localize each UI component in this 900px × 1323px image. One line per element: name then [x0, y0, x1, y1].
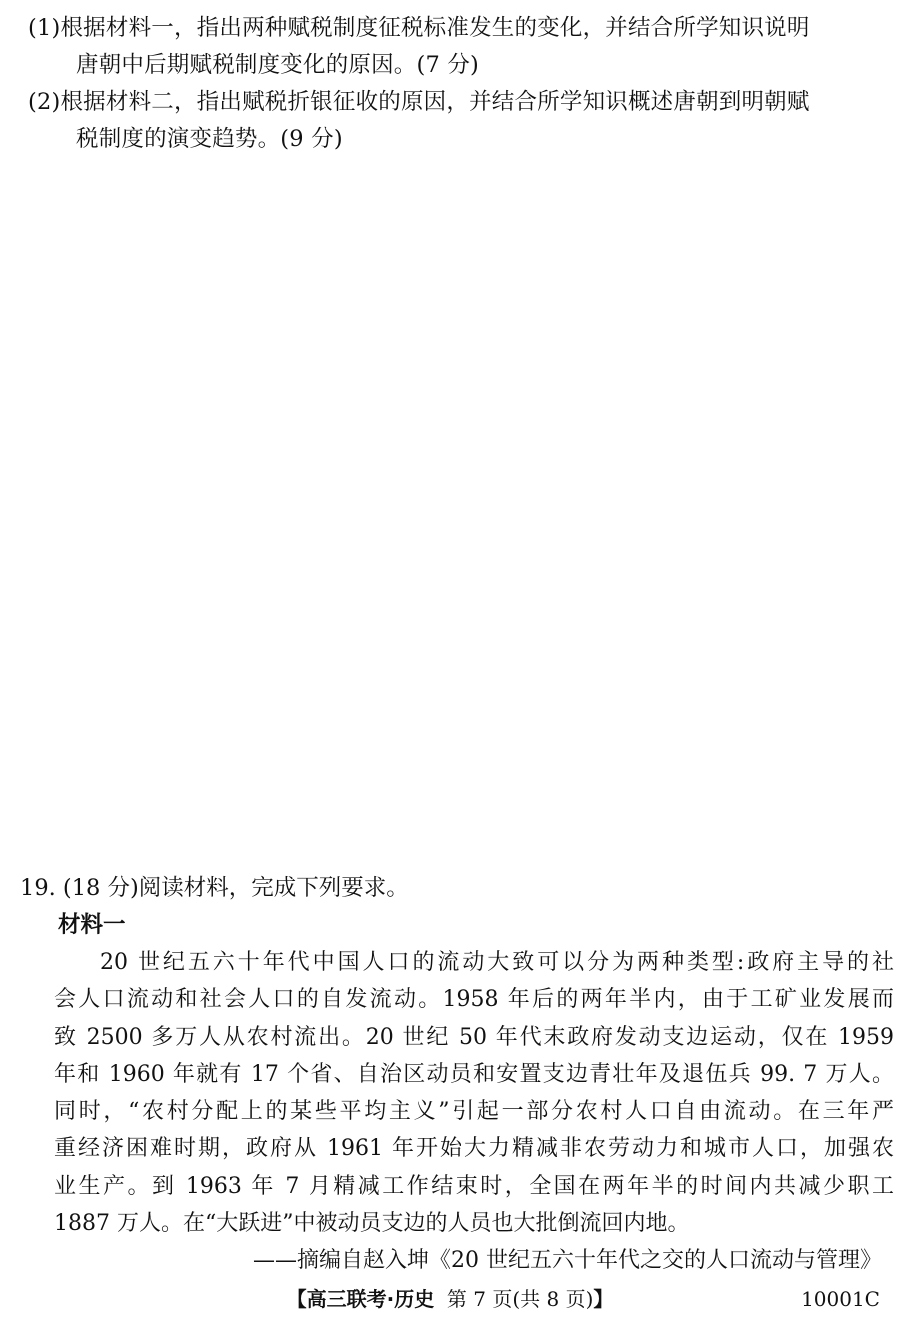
material-source: ——摘编自赵入坤《20 世纪五六十年代之交的人口流动与管理》 [253, 1248, 882, 1274]
question-18-part-2-line-2: 税制度的演变趋势。(9 分) [76, 126, 343, 152]
footer-page-info: 第 7 页(共 8 页) [446, 1287, 594, 1311]
material-line: 会人口流动和社会人口的自发流动。1958 年后的两年半内，由于工矿业发展而 [54, 987, 894, 1013]
question-18-part-2 [28, 84, 878, 158]
material-passage [20, 944, 894, 1242]
material-line: 同时，“农村分配上的某些平均主义”引起一部分农村人口自由流动。在三年严 [54, 1099, 894, 1125]
material-line: 20 世纪五六十年代中国人口的流动大致可以分为两种类型:政府主导的社 [100, 950, 894, 975]
material-line: 重经济困难时期，政府从 1961 年开始大力精减非农劳动力和城市人口，加强农 [54, 1136, 894, 1162]
material-label: 材料一 [58, 912, 126, 938]
question-18-part-1 [28, 10, 878, 84]
footer-close-bracket: 】 [593, 1287, 614, 1311]
material-line: 1887 万人。在“大跃进”中被动员支边的人员也大批倒流回内地。 [54, 1211, 690, 1237]
question-18-part-2-line-1: (2)根据材料二，指出赋税折银征收的原因，并结合所学知识概述唐朝到明朝赋 [28, 89, 810, 115]
footer-page-label [0, 1283, 900, 1315]
footer-code: 10001C [801, 1287, 880, 1311]
footer-open-bracket: 【 [286, 1287, 307, 1311]
question-18-part-1-line-1: (1)根据材料一，指出两种赋税制度征税标准发生的变化，并结合所学知识说明 [28, 15, 810, 41]
question-18-part-1-line-2: 唐朝中后期赋税制度变化的原因。(7 分) [76, 52, 480, 78]
answer-blank-area [0, 160, 900, 860]
question-19 [20, 870, 894, 1279]
page-footer [0, 1283, 900, 1315]
footer-exam-name: 高三联考·历史 [306, 1287, 435, 1311]
material-line: 业生产。到 1963 年 7 月精减工作结束时，全国在两年半的时间内共减少职工 [54, 1173, 894, 1199]
material-line: 年和 1960 年就有 17 个省、自治区动员和安置支边青壮年及退伍兵 99. 7 万人。 [54, 1061, 894, 1087]
question-19-title: 19. (18 分)阅读材料，完成下列要求。 [20, 875, 409, 901]
material-line: 致 2500 多万人从农村流出。20 世纪 50 年代末政府发动支边运动，仅在 1959 [54, 1024, 894, 1050]
